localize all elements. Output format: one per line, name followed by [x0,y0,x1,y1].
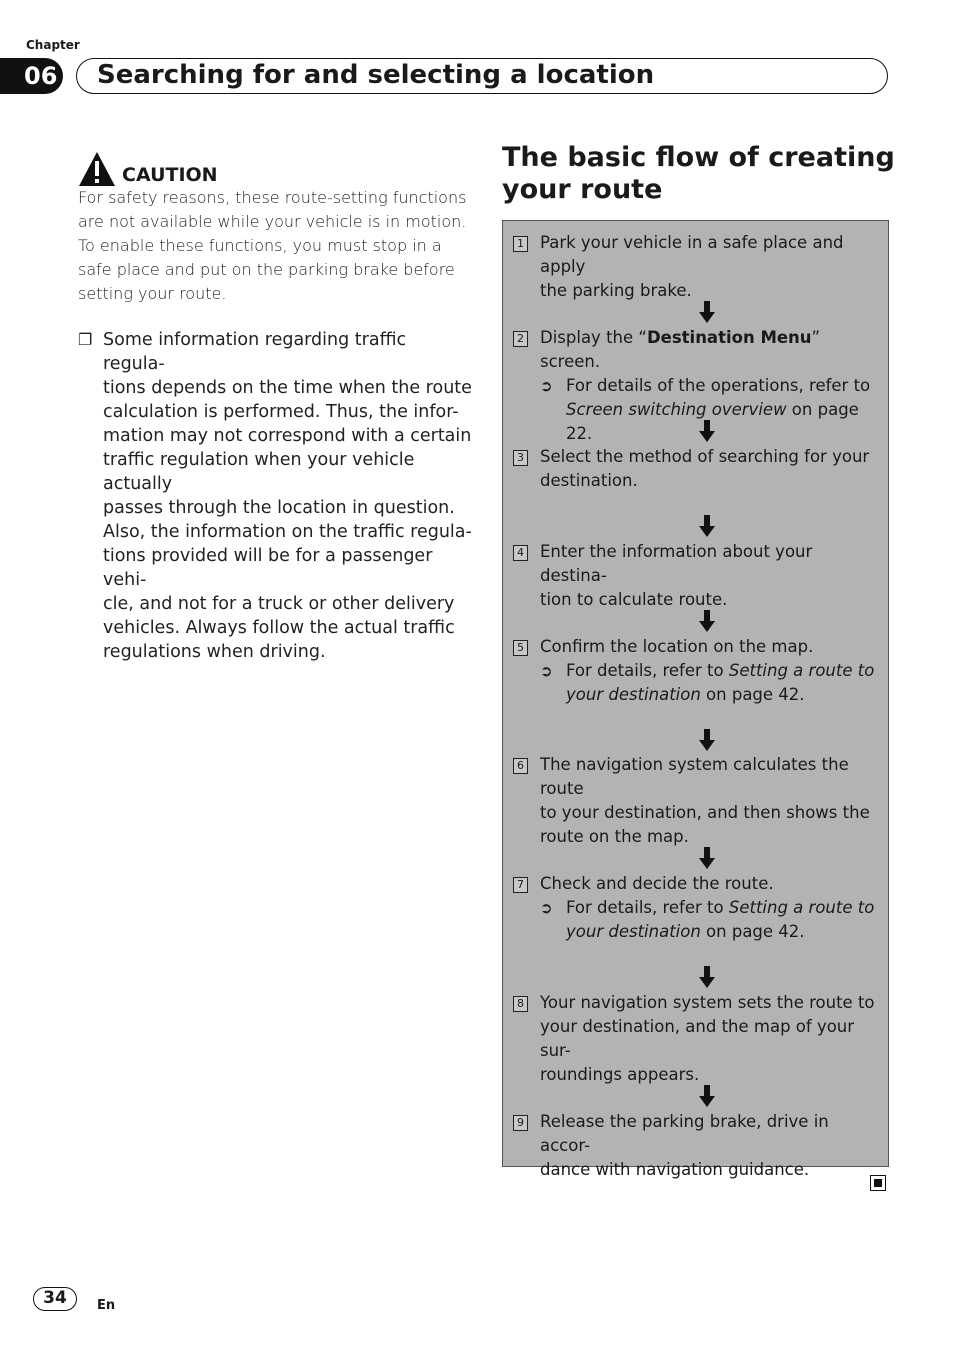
step-number: 2 [513,331,528,347]
step-line: Display the “Destination Menu” screen. [540,328,821,371]
flow-step-9 [513,1110,878,1182]
step-sub-line: For details, refer to Setting a route to [566,661,875,680]
step-line: destination. [540,471,638,490]
note-line: passes through the location in question. [103,498,455,518]
note-line: traffic regulation when your vehicle actually [103,450,415,494]
step-sub-line: your destination on page 42. [566,685,805,704]
chapter-label: Chapter [26,38,80,52]
section-title [502,142,902,206]
caution-heading [78,147,218,187]
language-code: En [97,1298,116,1313]
step-sub-line: Screen switching overview on page 22. [566,400,859,443]
note-line: tions provided will be for a passenger vehi- [103,546,433,590]
down-arrow-icon [699,301,715,323]
section-title-line: your route [502,174,663,205]
caution-line: setting your route. [78,284,227,303]
route-flow-box [502,220,889,1179]
note-line: cle, and not for a truck or other delivery [103,594,455,614]
step-number: 9 [513,1115,528,1131]
caution-text [78,186,468,306]
note-line: Some information regarding traffic regula- [103,330,407,374]
caution-line: are not available while your vehicle is in motion. [78,212,467,231]
step-line: Confirm the location on the map. [540,637,814,656]
note-line: calculation is performed. Thus, the infor- [103,402,459,422]
down-arrow-icon [699,847,715,869]
caution-label: CAUTION [122,164,218,186]
flow-step-3 [513,445,878,493]
step-sub-line: For details, refer to Setting a route to [566,898,875,917]
flow-step-5 [513,635,878,707]
flow-step-6 [513,753,878,849]
note-line: Also, the information on the traffic regula- [103,522,472,542]
flow-step-8 [513,991,878,1087]
step-line: roundings appears. [540,1065,700,1084]
down-arrow-icon [699,515,715,537]
step-number: 1 [513,236,528,252]
step-sub-item [540,896,878,944]
refer-arrow-icon: ➲ [540,662,553,680]
step-number: 3 [513,450,528,466]
step-line: Your navigation system sets the route to [540,993,875,1012]
page-number: 34 [33,1287,77,1311]
down-arrow-icon [699,729,715,751]
step-sub-line: your destination on page 42. [566,922,805,941]
step-line: route on the map. [540,827,689,846]
down-arrow-icon [699,610,715,632]
down-arrow-icon [699,966,715,988]
note-line: vehicles. Always follow the actual traffic [103,618,455,638]
down-arrow-icon [699,420,715,442]
section-title-line: The basic flow of creating [502,142,895,173]
step-line: Enter the information about your destina- [540,542,813,585]
note [78,328,473,664]
step-number: 7 [513,877,528,893]
step-line: The navigation system calculates the route [540,755,849,798]
step-line: Select the method of searching for your [540,447,870,466]
step-line: to your destination, and then shows the [540,803,870,822]
refer-arrow-icon: ➲ [540,899,553,917]
caution-line: safe place and put on the parking brake before [78,260,455,279]
note-line: regulations when driving. [103,642,326,662]
destination-menu-label: Destination Menu [646,328,812,347]
caution-line: For safety reasons, these route-setting functions [78,188,467,207]
step-line: Park your vehicle in a safe place and apply [540,233,844,276]
flow-step-7 [513,872,878,944]
chapter-number: 06 [0,58,63,94]
warning-triangle-icon [78,151,116,187]
flow-step-4 [513,540,878,612]
step-number: 8 [513,996,528,1012]
down-arrow-icon [699,1085,715,1107]
chapter-title: Searching for and selecting a location [76,58,888,94]
end-of-section-icon [870,1175,886,1191]
flow-step-2 [513,326,878,446]
step-number: 4 [513,545,528,561]
note-line: tions depends on the time when the route [103,378,472,398]
caution-line: To enable these functions, you must stop in a [78,236,442,255]
step-line: the parking brake. [540,281,692,300]
checkbox-bullet-icon: ❐ [78,330,93,349]
step-sub-item [540,659,878,707]
note-line: mation may not correspond with a certain [103,426,472,446]
step-line: tion to calculate route. [540,590,728,609]
step-line: Check and decide the route. [540,874,774,893]
note-text [103,328,473,664]
step-line: your destination, and the map of your sur- [540,1017,855,1060]
step-number: 6 [513,758,528,774]
refer-arrow-icon: ➲ [540,377,553,395]
step-line: dance with navigation guidance. [540,1160,810,1179]
step-number: 5 [513,640,528,656]
step-sub-line: For details of the operations, refer to [566,376,871,395]
flow-step-1 [513,231,878,303]
step-line: Release the parking brake, drive in accor- [540,1112,829,1155]
